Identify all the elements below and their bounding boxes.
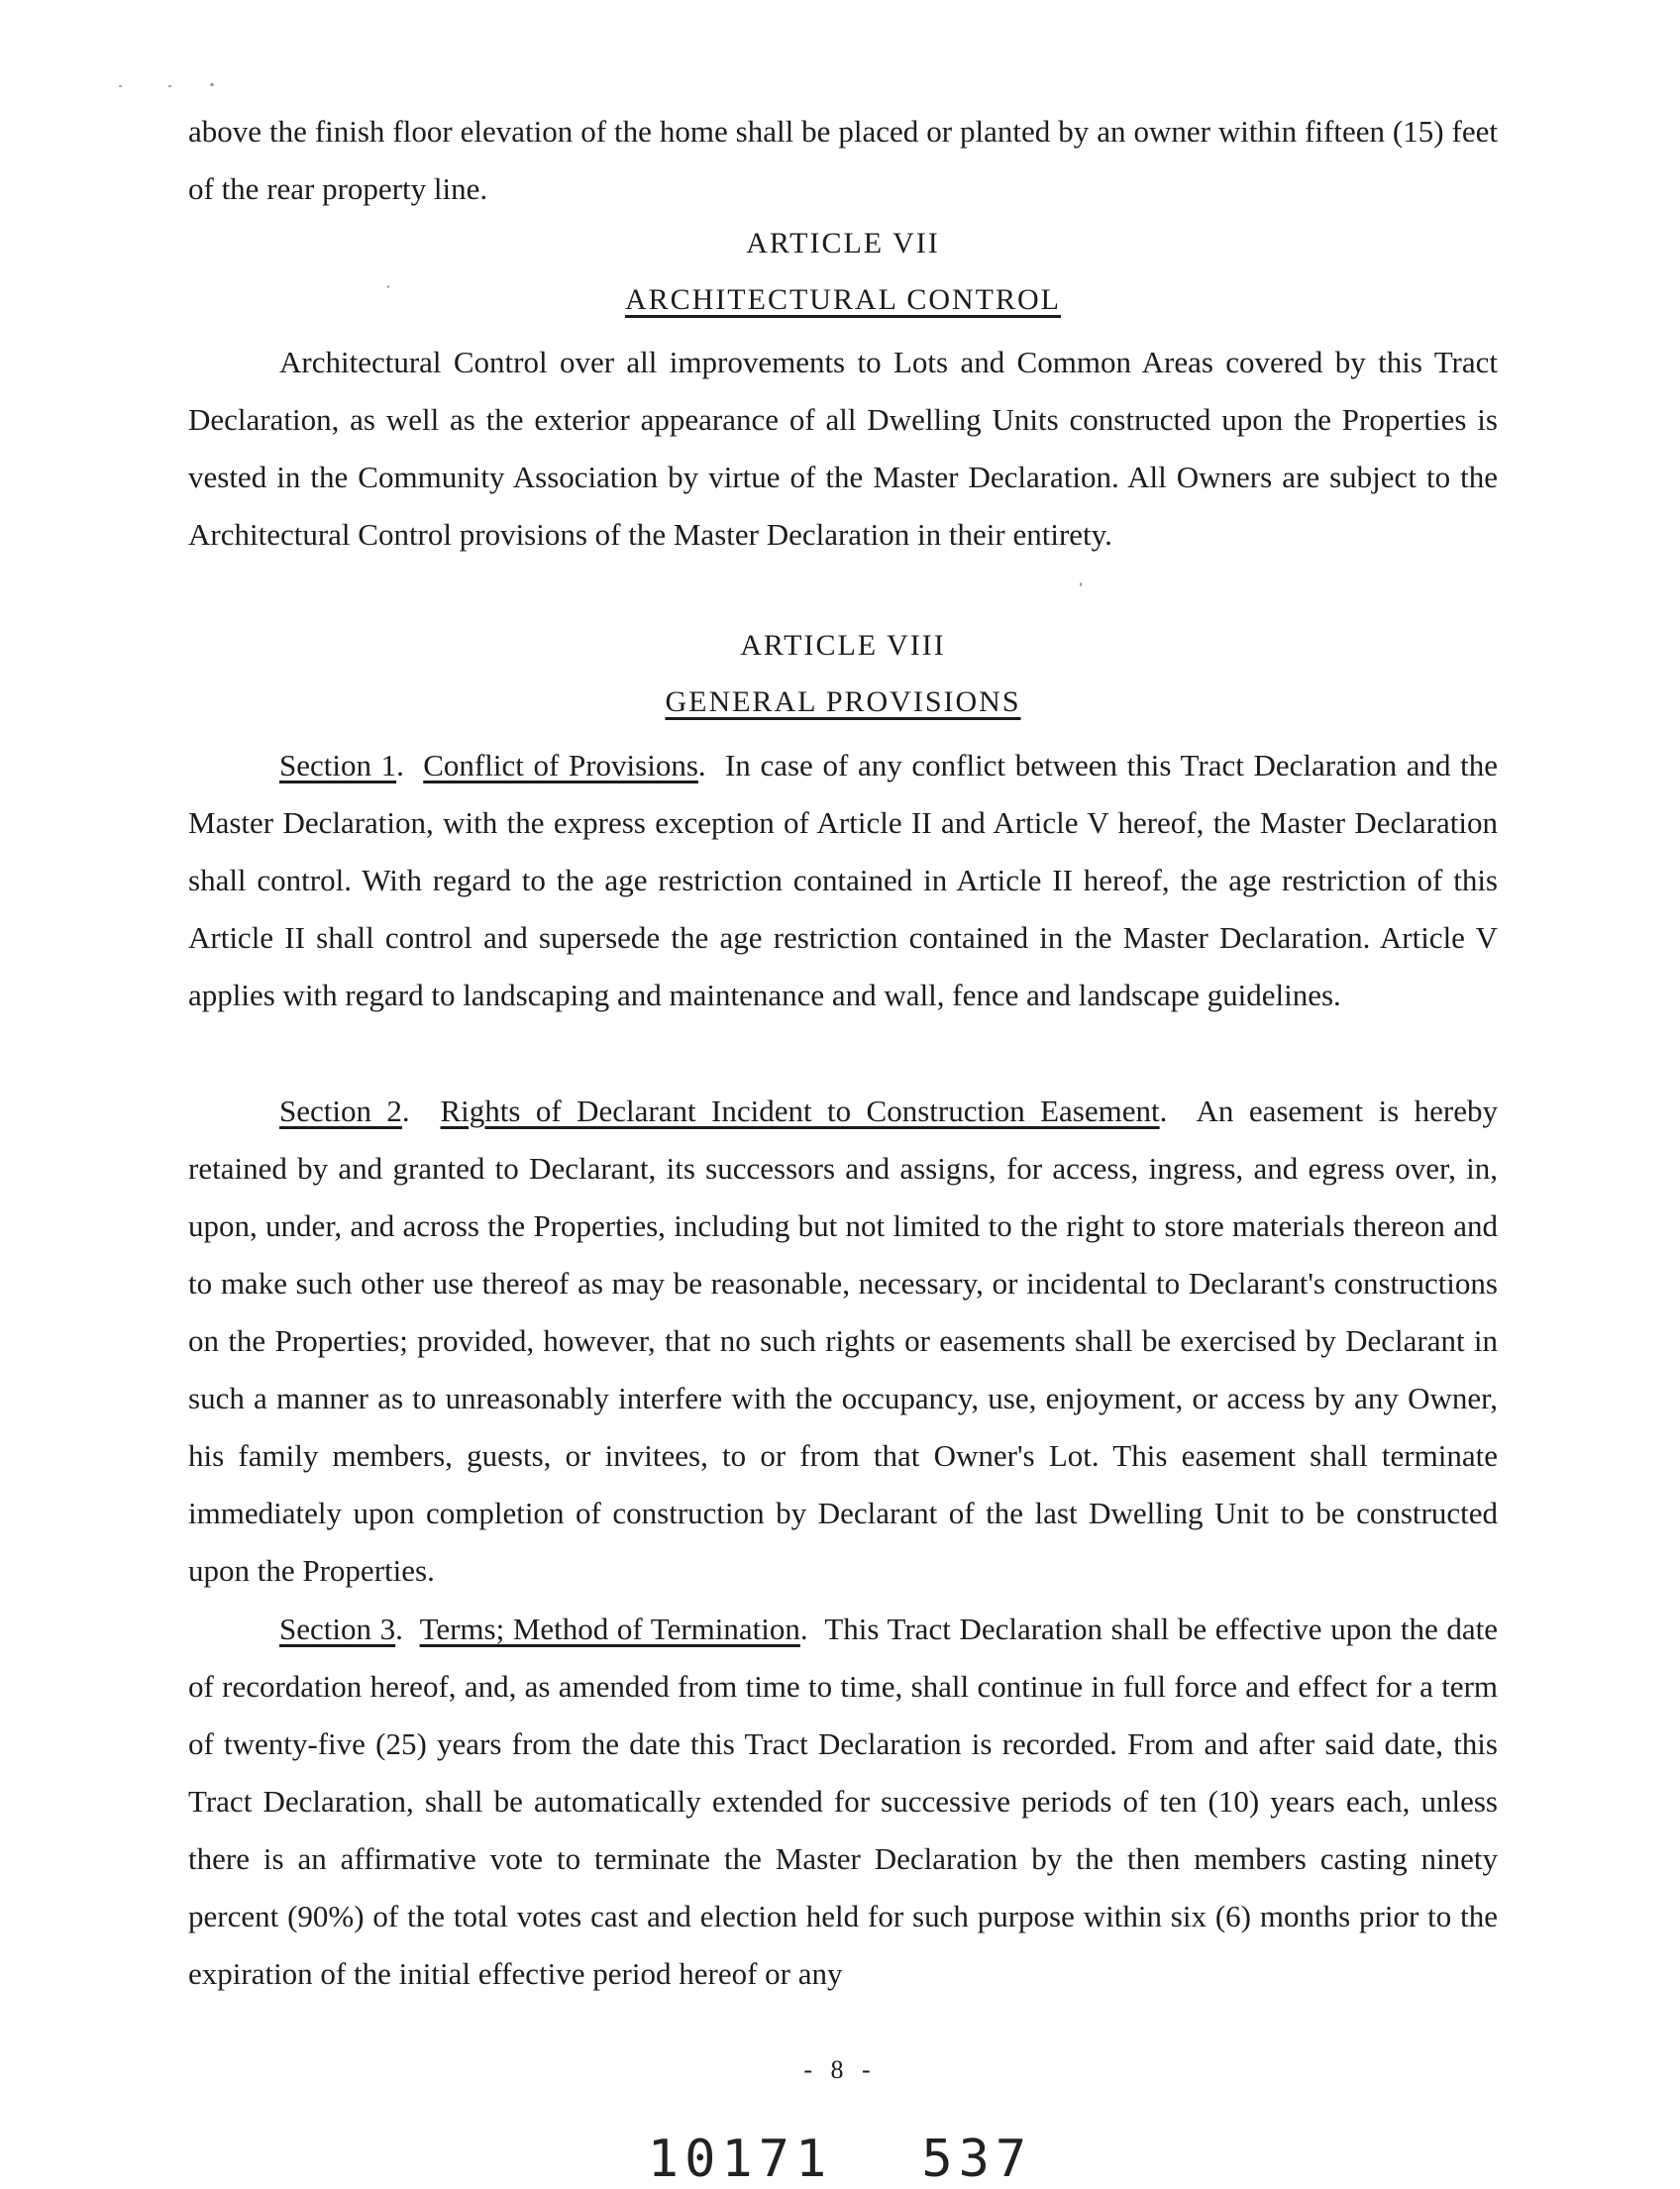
article-8-title: GENERAL PROVISIONS (665, 685, 1021, 718)
article-7-number: ARTICLE VII (746, 227, 940, 260)
section-3-label: Section 3 (279, 1612, 396, 1646)
section-1-heading: Conflict of Provisions (423, 748, 698, 782)
scan-speck (1080, 582, 1082, 586)
section-3-body: This Tract Declaration shall be effective upon the date of recordation hereof, and, as amended from time to time, shall continue in full force and effect for a term of twenty-five (25) years from the date this Tract Declaration is recorded. From and after said date, this Tract Declaration, shall be automatically extended for successive periods of ten (10) years each, unless there is an affirmative vote to terminate the Master Declaration by the then members casting ninety percent (90%) of the total votes cast and election held for such purpose within six (6) months prior to the expiration of the initial effective period hereof or any (188, 1612, 1498, 1991)
section-2 (188, 1083, 1498, 1600)
opening-paragraph (188, 103, 1498, 218)
article-7-text: Architectural Control over all improvements to Lots and Common Areas covered by this Tract Declaration, as well as the exterior appearance of all Dwelling Units constructed upon the Properties is vested in the Community Association by virtue of the Master Declaration. All Owners are subject to the Architectural Control provisions of the Master Declaration in their entirety. (188, 345, 1498, 552)
section-3-paragraph: Section 3. Terms; Method of Termination. This Tract Declaration shall be effective upon the date of recordation hereof, and, as amended from time to time, shall continue in full force and effect for a term of twenty-five (25) years from the date this Tract Declaration is recorded. From and after said date, this Tract Declaration, shall be automatically extended for successive periods of ten (10) years each, unless there is an affirmative vote to terminate the Master Declaration by the then members casting ninety percent (90%) of the total votes cast and election held for such purpose within six (6) months prior to the expiration of the initial effective period hereof or any (188, 1612, 1498, 1991)
section-2-heading: Rights of Declarant Incident to Construction Easement (440, 1094, 1160, 1128)
section-1 (188, 737, 1498, 1024)
article-7-body (188, 334, 1498, 564)
recording-book: 10171 (647, 2130, 833, 2189)
section-2-body: An easement is hereby retained by and granted to Declarant, its successors and assigns, for access, ingress, and egress over, in, upon, under, and across the Properties, including but not limited to the right to store materials thereon and to make such other use thereof as may be reasonable, necessary, or incidental to Declarant's constructions on the Properties; provided, however, that no such rights or easements shall be exercised by Declarant in such a manner as to unreasonably interfere with the occupancy, use, enjoyment, or access by any Owner, his family members, guests, or invitees, to or from that Owner's Lot. This easement shall terminate immediately upon completion of construction by Declarant of the last Dwelling Unit to be constructed upon the Properties. (188, 1094, 1499, 1588)
section-2-label: Section 2 (279, 1094, 402, 1128)
article-8-number: ARTICLE VIII (740, 629, 946, 662)
section-1-paragraph: Section 1. Conflict of Provisions. In case of any conflict between this Tract Declaration and the Master Declaration, with the express exception of Article II and Article V hereof, the Master Declaration shall control. With regard to the age restriction contained in Article II hereof, the age restriction of this Article II shall control and supersede the age restriction contained in the Master Declaration. Article V applies with regard to landscaping and maintenance and wall, fence and landscape guidelines. (188, 748, 1499, 1012)
section-3-heading: Terms; Method of Termination (419, 1612, 800, 1646)
article-7-header (188, 224, 1498, 320)
opening-text: above the finish floor elevation of the home shall be placed or planted by an owner within fifteen (15) feet of the rear property line. (188, 114, 1498, 206)
scan-speck (168, 85, 171, 87)
scan-speck (119, 85, 122, 87)
section-3 (188, 1601, 1498, 2003)
scan-speck (210, 83, 214, 86)
section-1-label: Section 1 (279, 748, 397, 782)
recording-page: 537 (921, 2130, 1033, 2189)
page-number: - 8 - (803, 2055, 877, 2084)
article-8-header (188, 626, 1498, 722)
article-7-title: ARCHITECTURAL CONTROL (624, 283, 1062, 316)
recording-stamp (0, 2130, 1680, 2189)
section-2-paragraph: Section 2. Rights of Declarant Incident to Construction Easement. An easement is hereby retained by and granted to Declarant, its successors and assigns, for access, ingress, and egress over, in, upon, under, and across the Properties, including but not limited to the right to store materials thereon and to make such other use thereof as may be reasonable, necessary, or incidental to Declarant's constructions on the Properties; provided, however, that no such rights or easements shall be exercised by Declarant in such a manner as to unreasonably interfere with the occupancy, use, enjoyment, or access by any Owner, his family members, guests, or invitees, to or from that Owner's Lot. This easement shall terminate immediately upon completion of construction by Declarant of the last Dwelling Unit to be constructed upon the Properties. (188, 1094, 1499, 1588)
section-1-body: In case of any conflict between this Tract Declaration and the Master Declaration, with the express exception of Article II and Article V hereof, the Master Declaration shall control. With regard to the age restriction contained in Article II hereof, the age restriction of this Article II shall control and supersede the age restriction contained in the Master Declaration. Article V applies with regard to landscaping and maintenance and wall, fence and landscape guidelines. (188, 748, 1499, 1012)
